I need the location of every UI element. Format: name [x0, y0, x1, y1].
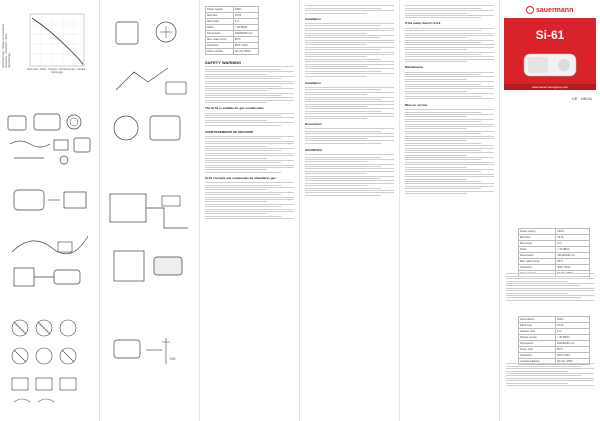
spec-top-label: Protection: [206, 43, 234, 49]
spec-en-value: 50°C: [556, 259, 590, 265]
installation-diagram-2: [106, 245, 194, 290]
gas-condensates-heading: The Si-61 is suitable for gas condensates: [205, 106, 264, 111]
panel-text-3: [200, 0, 300, 421]
spec-en-value: 19 l/h: [556, 235, 590, 241]
spec-en-value: 6 m: [556, 241, 590, 247]
installation-diagram-1: [106, 190, 194, 235]
spec-en-label: Protection: [519, 265, 556, 271]
panel-diagrams-1: [0, 0, 100, 421]
hose-routing-diagram: [8, 228, 92, 258]
spec-top-value: 50°C: [233, 37, 258, 43]
spec-top-value: NC 3A / 250V: [233, 49, 258, 55]
spec-fr-value: 6 m: [555, 329, 589, 335]
brand-name: sauermann: [536, 6, 574, 14]
maintenance-heading: Maintenance: [405, 65, 424, 70]
performance-curve: [32, 18, 83, 64]
spec-en-label: Dimensions: [519, 253, 556, 259]
spec-en-value: 230V~: [556, 229, 590, 235]
spec-top-value: 6 m: [233, 19, 258, 25]
chart-axis-label: Discharge head - Hauteur de refoulement - Prevalenza - Förderhöhe - Altura - Opvoerhoogte: [2, 22, 11, 68]
spec-en-value: < 30 dB(A): [556, 247, 590, 253]
spec-top-row: [206, 49, 259, 55]
panel-text-4: [300, 0, 400, 421]
spec-top-label: Max. water temp.: [206, 37, 234, 43]
kit-contents-diagram: [4, 110, 96, 170]
spec-en-label: Noise: [519, 247, 556, 253]
spec-top-value: 192x80x80 mm: [233, 31, 258, 37]
ukca-mark: UKCA: [580, 96, 592, 101]
chart-caption: Flow rate - Débit - Portata - Fördermenge - Caudal - Opbrengst: [27, 68, 87, 75]
spec-top-value: 19 l/h: [233, 13, 258, 19]
wall-mount-diagram: [8, 186, 92, 216]
spec-fr-value: 19 l/h: [555, 323, 589, 329]
cover-box: [504, 18, 596, 84]
spec-fr-value: IP20 / IP24: [555, 353, 589, 359]
brand-logo-icon: [526, 6, 534, 14]
spec-fr-label: Dimensions: [519, 341, 556, 347]
step-a-diagram: [106, 14, 194, 54]
level-check-diagram: [106, 330, 194, 370]
model-title: Si-61: [535, 28, 565, 42]
troubleshooting-heading: If the pump doesn't work: [405, 21, 441, 26]
spec-fr-value: < 30 dB(A): [555, 335, 589, 341]
spec-fr-value: 50°C: [555, 347, 589, 353]
spec-en-label: Max. water temp.: [519, 259, 556, 265]
spec-fr-label: Contact d'alarme: [519, 359, 556, 365]
spec-top-value: 230V~: [233, 7, 258, 13]
spec-top-label: Noise: [206, 25, 234, 31]
spec-fr-label: Temp. max: [519, 347, 556, 353]
step-b-diagram: [106, 60, 194, 100]
spec-fr-value: 230V~: [555, 317, 589, 323]
spec-en-label: Power supply: [519, 229, 556, 235]
spec-en-label: Max head: [519, 241, 556, 247]
connection-diagram: [8, 262, 92, 292]
panel-cover: [500, 0, 600, 421]
spec-fr-label: Alimentation: [519, 317, 556, 323]
spec-en-value: 192x80x80 mm: [556, 253, 590, 259]
brand-logo: [526, 6, 573, 14]
step-c-diagram: [106, 108, 194, 148]
tilt-warning-diagrams: [6, 316, 96, 416]
spec-fr-value: NC 3A / 250V: [555, 359, 589, 365]
fr-details-heading: Description: [305, 122, 322, 127]
spec-fr-label: Niveau sonore: [519, 335, 556, 341]
pump-product-image: [520, 48, 580, 80]
certification-marks: [572, 96, 592, 101]
spec-table-en: [518, 228, 590, 277]
spec-en-value: IP20 / IP24: [556, 265, 590, 271]
website-bar: [504, 84, 596, 90]
spec-en-label: Max flow: [519, 235, 556, 241]
fr-commissioning-heading: Mise en service: [405, 102, 428, 107]
panel-diagrams-2: [100, 0, 200, 421]
ce-mark: CE: [572, 96, 578, 101]
spec-table-fr: [518, 316, 590, 365]
it-safety-heading: SICUREZZA: [305, 147, 323, 152]
spec-fr-label: Protection: [519, 353, 556, 359]
spec-top-value: IP20 / IP24: [233, 43, 258, 49]
fr-install-heading: Installation: [305, 80, 321, 85]
panel-text-5: [400, 0, 500, 421]
spec-top-label: Dimensions: [206, 31, 234, 37]
spec-top-label: Max flow: [206, 13, 234, 19]
svg-text:OK: OK: [170, 356, 176, 361]
spec-fr-label: Débit max.: [519, 323, 556, 329]
fr-safety-heading: AVERTISSEMENTS DE SÉCURITÉ: [205, 129, 254, 134]
spec-top-label: Alarm contact: [206, 49, 234, 55]
fr-condensates-heading: Si-61 convient aux condensats de chaudières gaz: [205, 175, 276, 180]
spec-fr-label: Hauteur max.: [519, 329, 556, 335]
cover-text-block: [506, 272, 594, 302]
website-link[interactable]: www.sauermanngroup.com: [531, 85, 569, 89]
spec-top-label: Power supply: [206, 7, 234, 13]
spec-table-top: [205, 6, 259, 55]
spec-top-value: < 30 dB(A): [233, 25, 258, 31]
spec-top-label: Max head: [206, 19, 234, 25]
install-heading: Installation: [305, 16, 321, 21]
safety-heading: SAFETY WARNING: [205, 60, 242, 65]
cover-text-block-2: [506, 362, 594, 387]
spec-fr-value: 192x80x80 mm: [555, 341, 589, 347]
